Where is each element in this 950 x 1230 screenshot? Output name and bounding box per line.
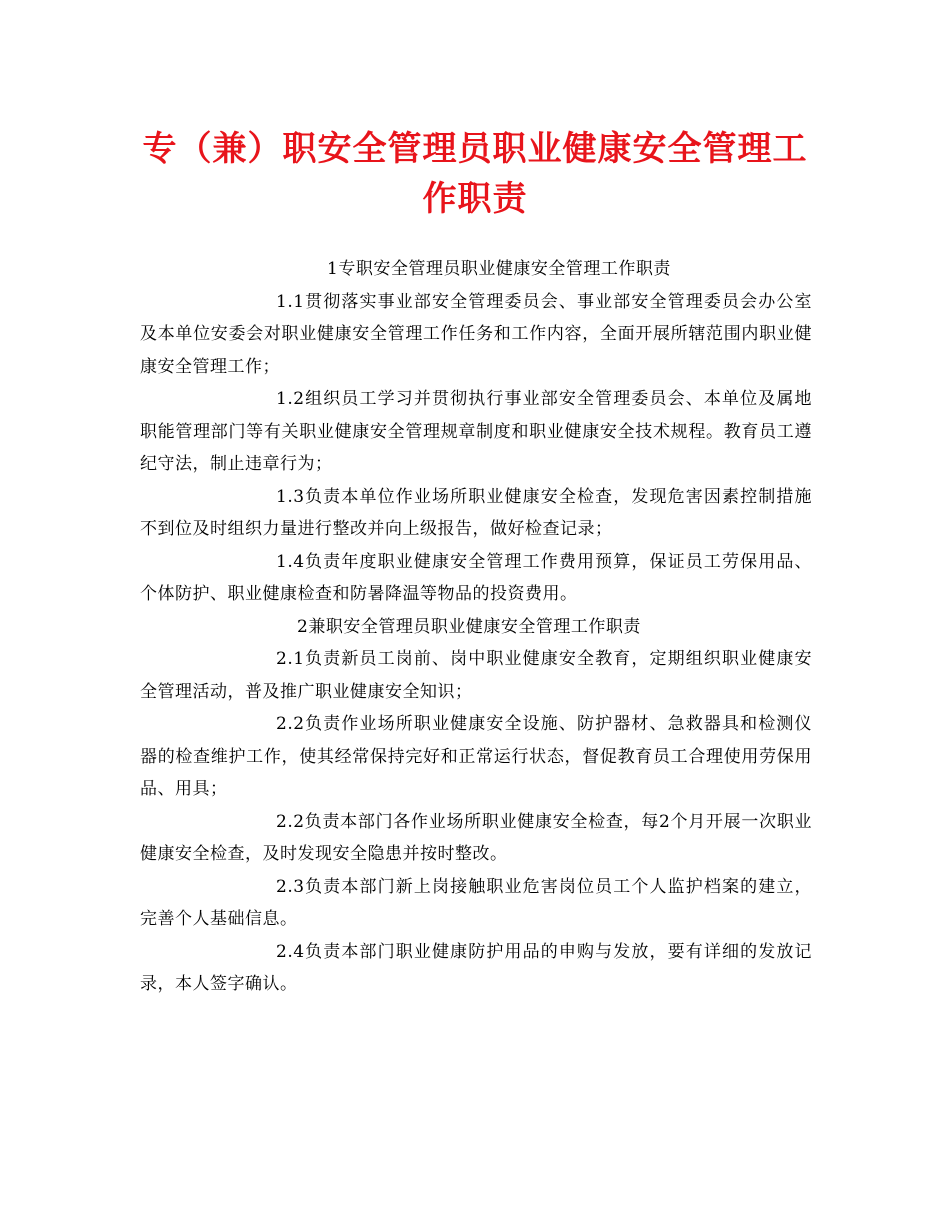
document-title: 专（兼）职安全管理员职业健康安全管理工作职责 [142,129,808,219]
section-2-item-2: 2.2负责作业场所职业健康安全设施、防护器材、急救器具和检测仪器的检查维护工作，使其经常保持完好和正常运行状态，督促教育员工合理使用劳保用品、用具； [140,714,812,799]
section-2-item-3: 2.2负责本部门各作业场所职业健康安全检查，每2个月开展一次职业健康安全检查，及时发现安全隐患并按时整改。 [140,811,812,864]
section-1-item-4: 1.4负责年度职业健康安全管理工作费用预算，保证员工劳保用品、个体防护、职业健康检查和防暑降温等物品的投资费用。 [140,551,812,604]
section-2-item-5: 2.4负责本部门职业健康防护用品的申购与发放，要有详细的发放记录，本人签字确认。 [140,941,812,994]
section-1-item-1: 1.1贯彻落实事业部安全管理委员会、事业部安全管理委员会办公室及本单位安委会对职业健康安全管理工作任务和工作内容，全面开展所辖范围内职业健康安全管理工作； [140,291,812,377]
section-2-item-1: 2.1负责新员工岗前、岗中职业健康安全教育，定期组织职业健康安全管理活动，普及推广职业健康安全知识； [140,649,812,702]
section-1-item-2: 1.2组织员工学习并贯彻执行事业部安全管理委员会、本单位及属地职能管理部门等有关职业健康安全管理规章制度和职业健康安全技术规程。教育员工遵纪守法，制止违章行为； [140,389,812,474]
section-1-heading: 1专职安全管理员职业健康安全管理工作职责 [327,259,671,279]
section-2-heading: 2兼职安全管理员职业健康安全管理工作职责 [297,616,641,637]
section-1-item-3: 1.3负责本单位作业场所职业健康安全检查，发现危害因素控制措施不到位及时组织力量进行整改并向上级报告，做好检查记录； [140,486,812,539]
section-2-item-4: 2.3负责本部门新上岗接触职业危害岗位员工个人监护档案的建立，完善个人基础信息。 [140,876,812,929]
document-body [140,253,812,1001]
